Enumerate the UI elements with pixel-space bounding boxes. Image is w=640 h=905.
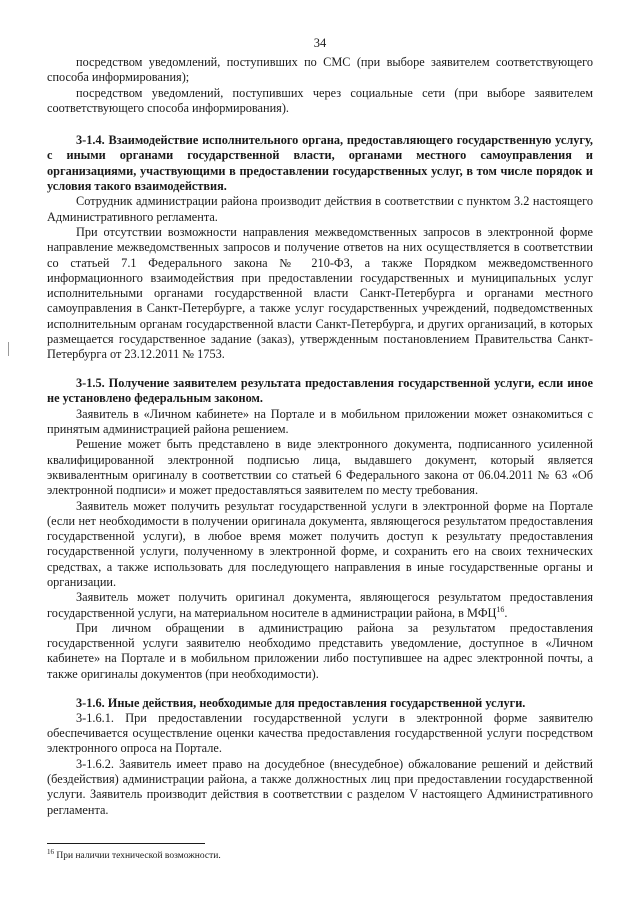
section-3-1-5-paragraph-3: Заявитель может получить результат государственной услуги в электронной форме на Портале (если нет необходимости в получении оригинала документа, являющегося результатом предоставления государственной услуги), в любое время может получить доступ к результату предоставления государственной услуги, полученному в электронной форме, и сохранить его на своих технических средствах, а также использовать для последующего направления в иные государственные органы и организации. [47,498,593,589]
section-3-1-4-paragraph-1: Сотрудник администрации района производит действия в соответствии с пунктом 3.2 настоящего Административного регламента. [47,194,593,224]
section-3-1-6-paragraph-1: 3-1.6.1. При предоставлении государственной услуги в электронной форме заявителю обеспечивается осуществление оценки качества предоставления государственной услуги посредством электронного опроса на Портале. [47,710,593,756]
section-3-1-4-heading: 3-1.4. Взаимодействие исполнительного органа, предоставляющего государственную услугу, с иными органами государственной власти, органами местного самоуправления и организациями, участвующими в предоставлении государственных услуг, в том числе порядок и условия такого взаимодействия. [47,133,593,194]
section-3-1-5-paragraph-4 [47,590,593,621]
paragraph-4-text: Заявитель может получить оригинал документа, являющегося результатом предоставления государственной услуги, на материальном носителе в администрации района, в МФЦ [47,590,593,620]
footnote-reference[interactable]: 16 [496,604,505,614]
page-number: 34 [313,36,327,50]
footnote-number: 16 [47,847,54,856]
section-3-1-5-paragraph-5: При личном обращении в администрацию района за результатом предоставления государственной услуги заявителю необходимо представить уведомление, доступное в «Личном кабинете» на Портале и в мобильном приложении либо поступившее на адрес электронной почты, а также оригиналы документов (при необходимости). [47,620,593,681]
section-3-1-6-heading: 3-1.6. Иные действия, необходимые для предоставления государственной услуги. [76,695,526,710]
footnote-text: При наличии технической возможности. [54,851,221,861]
section-3-1-5-heading: 3-1.5. Получение заявителем результата предоставления государственной услуги, если иное не установлено федеральным законом. [47,376,593,406]
section-3-1-6-paragraph-2: 3-1.6.2. Заявитель имеет право на досудебное (внесудебное) обжалование решений и действий (бездействия) администрации района, а также должностных лиц при предоставлении государственной услуги. Заявитель производит действия в соответствии с разделом V настоящего Административного регламента. [47,756,593,817]
intro-paragraph-2: посредством уведомлений, поступивших через социальные сети (при выборе заявителем соответствующего способа информирования). [47,85,593,115]
paragraph-4-end: . [504,605,508,620]
footnote [47,847,593,862]
scan-mark [8,342,9,356]
document-body [47,55,593,818]
intro-paragraph-1: посредством уведомлений, поступивших по СМС (при выборе заявителем соответствующего способа информирования); [47,55,593,85]
section-3-1-4-paragraph-2: При отсутствии возможности направления межведомственных запросов в электронной форме направление межведомственных запросов и получение ответов на них осуществляется в соответствии со статьей 7.1 Федерального закона № 210-ФЗ, а также Порядком межведомственного информационного взаимодействия при предоставлении государственных и муниципальных услуг исполнительными органами государственной власти Санкт-Петербурга и органами местного самоуправления в Санкт-Петербурге, а также услуг государственных учреждений, подведомственных исполнительным органам государственной власти Санкт-Петербурга, и других организаций, в которых размещается государственное задание (заказ), утвержденным постановлением Правительства Санкт-Петербурга от 23.12.2011 № 1753. [47,224,593,362]
section-3-1-5-paragraph-1: Заявитель в «Личном кабинете» на Портале и в мобильном приложении может ознакомиться с принятым администрацией района решением. [47,406,593,437]
footnote-divider [47,843,205,844]
section-3-1-5-paragraph-2: Решение может быть представлено в виде электронного документа, подписанного усиленной квалифицированной электронной подписью лица, выдавшего документ, который является эквивалентным оригиналу в соответствии со статьей 6 Федерального закона от 06.04.2011 № 63 «Об электронной подписи» и может предоставляться заявителем по месту требования. [47,437,593,498]
